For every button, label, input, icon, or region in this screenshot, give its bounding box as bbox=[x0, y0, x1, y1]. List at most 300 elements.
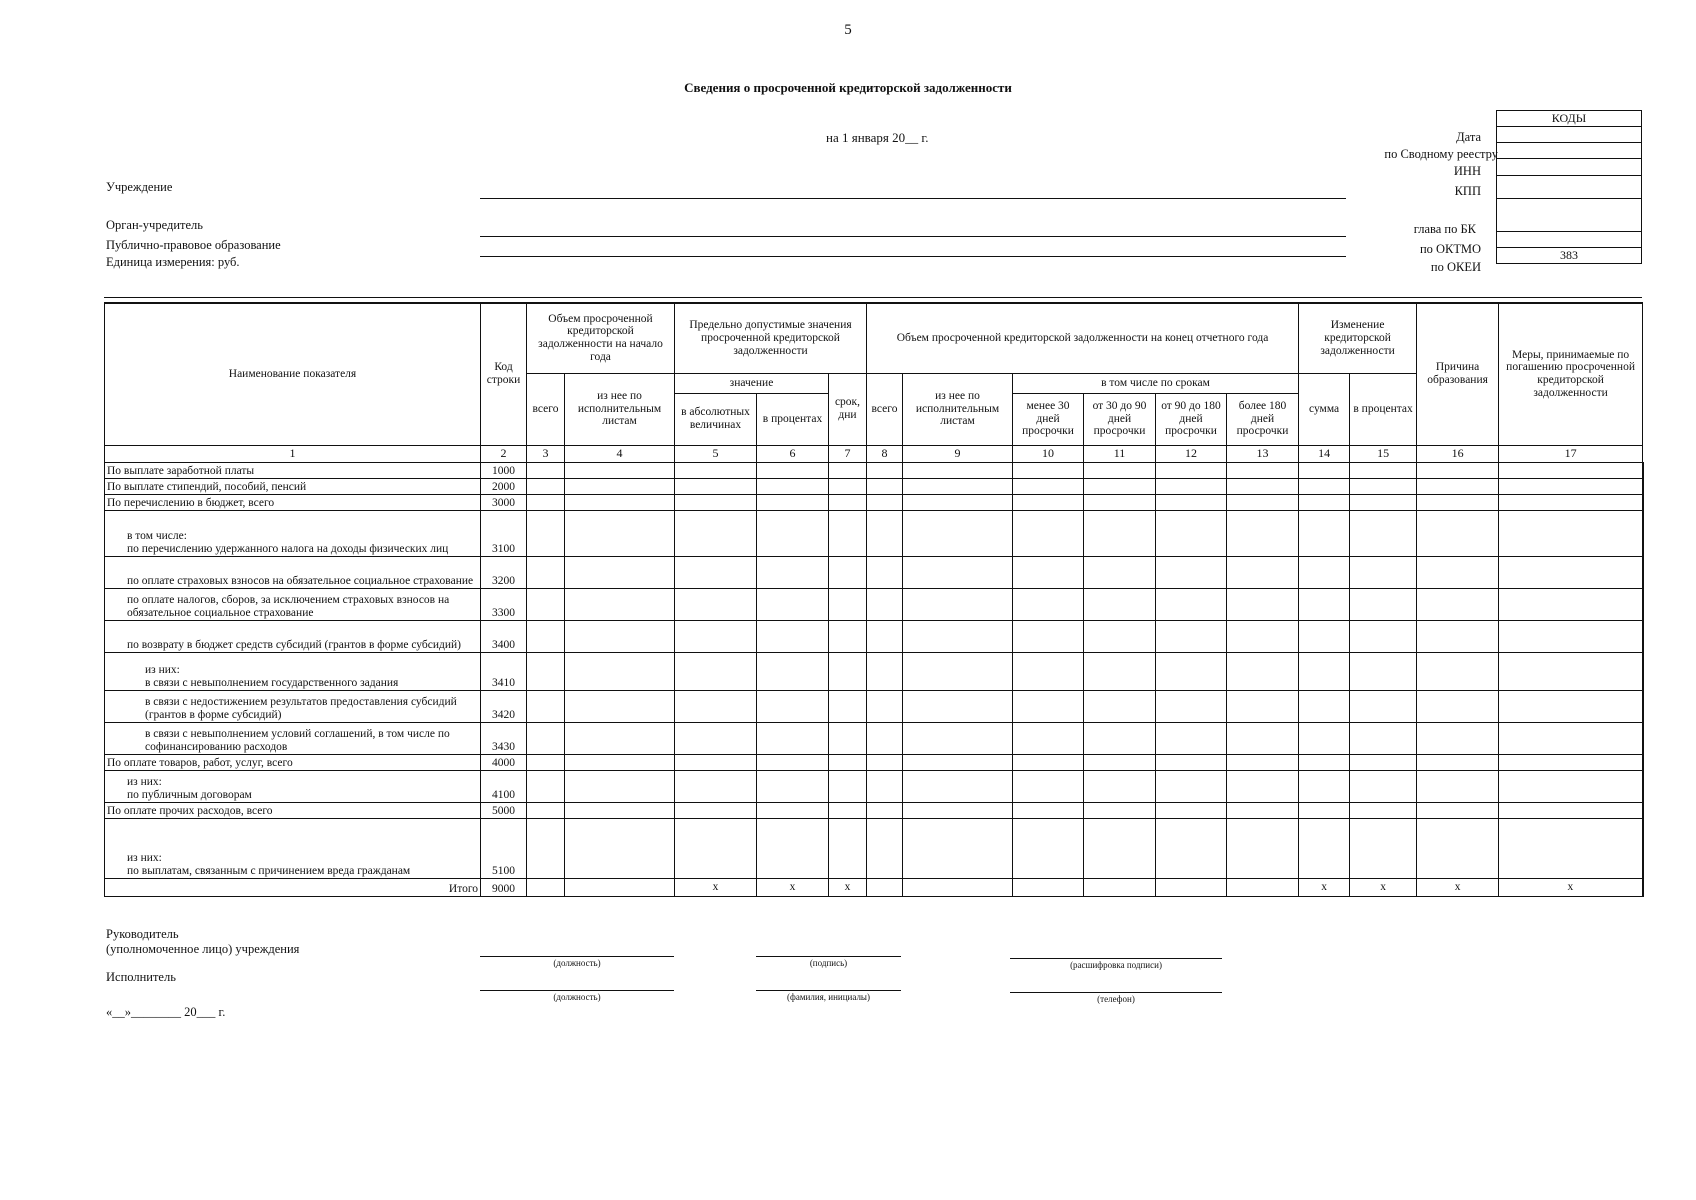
data-cell[interactable] bbox=[1417, 478, 1499, 494]
data-cell[interactable] bbox=[1499, 818, 1643, 878]
table-row bbox=[105, 754, 1643, 770]
data-cell[interactable] bbox=[1013, 556, 1084, 588]
col-begin-writs: из нее по исполнительным листам bbox=[565, 373, 675, 445]
column-number: 10 bbox=[1013, 445, 1084, 462]
data-cell[interactable] bbox=[565, 802, 675, 818]
data-cell[interactable] bbox=[1417, 818, 1499, 878]
col-group-change: Изменение кредиторской задолженности bbox=[1299, 303, 1417, 373]
data-cell[interactable] bbox=[1417, 588, 1499, 620]
column-number: 16 bbox=[1417, 445, 1499, 462]
table-row bbox=[105, 722, 1643, 754]
data-cell[interactable] bbox=[1013, 770, 1084, 802]
data-cell[interactable] bbox=[675, 556, 757, 588]
data-cell[interactable] bbox=[1084, 770, 1156, 802]
data-cell[interactable] bbox=[675, 620, 757, 652]
row-label: в том числе: по перечислению удержанного налога на доходы физических лиц bbox=[105, 510, 481, 556]
data-cell[interactable] bbox=[527, 620, 565, 652]
data-cell[interactable] bbox=[527, 478, 565, 494]
label-oktmo: по ОКТМО bbox=[1419, 242, 1481, 256]
data-cell[interactable] bbox=[1013, 510, 1084, 556]
data-cell[interactable] bbox=[903, 510, 1013, 556]
row-code: 5000 bbox=[481, 802, 527, 818]
data-cell[interactable] bbox=[757, 478, 829, 494]
data-cell[interactable] bbox=[757, 652, 829, 690]
data-cell[interactable] bbox=[1417, 690, 1499, 722]
head-signature-field[interactable] bbox=[756, 956, 901, 957]
data-cell[interactable] bbox=[675, 462, 757, 478]
table-row bbox=[105, 620, 1643, 652]
data-cell[interactable] bbox=[903, 462, 1013, 478]
data-cell[interactable] bbox=[757, 770, 829, 802]
data-cell[interactable] bbox=[829, 462, 867, 478]
data-cell[interactable] bbox=[1156, 588, 1227, 620]
data-cell[interactable] bbox=[1499, 462, 1643, 478]
data-cell[interactable] bbox=[867, 478, 903, 494]
data-cell[interactable] bbox=[565, 754, 675, 770]
data-cell[interactable] bbox=[1299, 494, 1350, 510]
data-cell[interactable] bbox=[903, 722, 1013, 754]
row-label: по оплате страховых взносов на обязательное социальное страхование bbox=[105, 556, 481, 588]
data-cell[interactable] bbox=[1299, 510, 1350, 556]
data-cell[interactable] bbox=[829, 556, 867, 588]
data-cell[interactable] bbox=[565, 478, 675, 494]
data-cell[interactable] bbox=[1156, 690, 1227, 722]
table-row bbox=[105, 878, 1643, 896]
row-label: По перечислению в бюджет, всего bbox=[105, 494, 481, 510]
data-cell[interactable] bbox=[1227, 690, 1299, 722]
data-cell[interactable] bbox=[527, 462, 565, 478]
data-cell[interactable] bbox=[527, 510, 565, 556]
col-header-reason: Причина образования bbox=[1417, 303, 1499, 445]
data-cell[interactable] bbox=[757, 494, 829, 510]
data-cell[interactable] bbox=[903, 690, 1013, 722]
col-group-begin: Объем просроченной кредиторской задолженности на начало года bbox=[527, 303, 675, 373]
row-code: 3000 bbox=[481, 494, 527, 510]
data-cell[interactable] bbox=[1013, 478, 1084, 494]
col-change-percent: в процентах bbox=[1350, 373, 1417, 445]
page-title: Сведения о просроченной кредиторской задолженности bbox=[684, 80, 1012, 95]
table-row bbox=[105, 556, 1643, 588]
data-cell[interactable] bbox=[1084, 588, 1156, 620]
data-cell[interactable] bbox=[1084, 652, 1156, 690]
data-cell[interactable] bbox=[1227, 802, 1299, 818]
codes-header: КОДЫ bbox=[1497, 111, 1642, 127]
data-cell[interactable] bbox=[565, 770, 675, 802]
data-cell[interactable] bbox=[527, 690, 565, 722]
data-cell[interactable] bbox=[1013, 652, 1084, 690]
data-cell[interactable] bbox=[675, 652, 757, 690]
data-cell[interactable] bbox=[903, 494, 1013, 510]
table-row bbox=[105, 818, 1643, 878]
data-cell[interactable] bbox=[903, 754, 1013, 770]
data-cell[interactable] bbox=[1156, 754, 1227, 770]
data-cell[interactable] bbox=[1013, 754, 1084, 770]
data-cell[interactable] bbox=[1299, 818, 1350, 878]
data-cell[interactable] bbox=[1156, 462, 1227, 478]
data-cell[interactable] bbox=[527, 588, 565, 620]
data-cell[interactable] bbox=[1227, 620, 1299, 652]
data-cell[interactable] bbox=[757, 722, 829, 754]
row-code: 3430 bbox=[481, 722, 527, 754]
data-cell[interactable] bbox=[1156, 494, 1227, 510]
data-cell[interactable] bbox=[1084, 556, 1156, 588]
data-cell[interactable] bbox=[757, 462, 829, 478]
data-cell[interactable] bbox=[1227, 878, 1299, 896]
row-label: из них: по публичным договорам bbox=[105, 770, 481, 802]
data-cell[interactable] bbox=[1299, 620, 1350, 652]
data-cell[interactable] bbox=[757, 588, 829, 620]
code-bk-field[interactable] bbox=[1497, 198, 1642, 231]
col-end-writs: из нее по исполнительным листам bbox=[903, 373, 1013, 445]
code-oktmo-field[interactable] bbox=[1497, 231, 1642, 247]
data-cell[interactable] bbox=[565, 722, 675, 754]
data-cell[interactable] bbox=[565, 556, 675, 588]
data-cell[interactable] bbox=[1013, 494, 1084, 510]
row-label: по оплате налогов, сборов, за исключением страховых взносов на обязательное социальное страхование bbox=[105, 588, 481, 620]
row-code: 5100 bbox=[481, 818, 527, 878]
head-position-field[interactable] bbox=[480, 956, 674, 957]
data-cell[interactable] bbox=[1013, 620, 1084, 652]
data-cell[interactable] bbox=[1013, 462, 1084, 478]
label-date: Дата bbox=[1456, 130, 1481, 144]
data-cell[interactable] bbox=[1417, 462, 1499, 478]
data-cell[interactable] bbox=[1299, 462, 1350, 478]
data-cell[interactable] bbox=[1227, 652, 1299, 690]
data-cell[interactable] bbox=[1299, 652, 1350, 690]
data-cell[interactable] bbox=[1350, 556, 1417, 588]
row-code: 3100 bbox=[481, 510, 527, 556]
col-term-90-180: от 90 до 180 дней просрочки bbox=[1156, 393, 1227, 445]
signature-date-line: «__»________ 20___ г. bbox=[106, 1005, 226, 1019]
data-cell[interactable] bbox=[565, 652, 675, 690]
data-cell[interactable] bbox=[1499, 722, 1643, 754]
data-cell[interactable] bbox=[1350, 722, 1417, 754]
col-change-sum: сумма bbox=[1299, 373, 1350, 445]
data-cell[interactable] bbox=[1417, 652, 1499, 690]
not-applicable-mark: x bbox=[829, 878, 867, 896]
row-label: из них: по выплатам, связанным с причинением вреда гражданам bbox=[105, 818, 481, 878]
data-cell[interactable] bbox=[1299, 556, 1350, 588]
col-end-total: всего bbox=[867, 373, 903, 445]
data-cell[interactable] bbox=[867, 770, 903, 802]
data-cell[interactable] bbox=[757, 510, 829, 556]
data-cell[interactable] bbox=[903, 620, 1013, 652]
data-cell[interactable] bbox=[867, 494, 903, 510]
data-cell[interactable] bbox=[1417, 722, 1499, 754]
data-cell[interactable] bbox=[757, 690, 829, 722]
data-cell[interactable] bbox=[1499, 478, 1643, 494]
data-cell[interactable] bbox=[867, 818, 903, 878]
data-cell[interactable] bbox=[1417, 556, 1499, 588]
data-cell[interactable] bbox=[1299, 802, 1350, 818]
data-cell[interactable] bbox=[829, 478, 867, 494]
table-row bbox=[105, 494, 1643, 510]
data-cell[interactable] bbox=[829, 802, 867, 818]
data-cell[interactable] bbox=[1227, 770, 1299, 802]
data-cell[interactable] bbox=[565, 588, 675, 620]
data-cell[interactable] bbox=[867, 462, 903, 478]
data-cell[interactable] bbox=[675, 722, 757, 754]
data-cell[interactable] bbox=[867, 620, 903, 652]
data-cell[interactable] bbox=[829, 588, 867, 620]
data-cell[interactable] bbox=[1084, 478, 1156, 494]
data-cell[interactable] bbox=[903, 802, 1013, 818]
head-decoding-caption: (расшифровка подписи) bbox=[1070, 960, 1162, 970]
data-cell[interactable] bbox=[527, 754, 565, 770]
data-cell[interactable] bbox=[903, 588, 1013, 620]
code-date-field[interactable] bbox=[1497, 127, 1642, 143]
founder-field[interactable] bbox=[480, 236, 1346, 237]
data-cell[interactable] bbox=[565, 494, 675, 510]
table-row bbox=[105, 770, 1643, 802]
data-cell[interactable] bbox=[1350, 652, 1417, 690]
data-cell[interactable] bbox=[1156, 802, 1227, 818]
code-inn-field[interactable] bbox=[1497, 159, 1642, 175]
data-cell[interactable] bbox=[1350, 620, 1417, 652]
row-code: 3420 bbox=[481, 690, 527, 722]
data-cell[interactable] bbox=[1227, 494, 1299, 510]
data-cell[interactable] bbox=[903, 652, 1013, 690]
data-cell[interactable] bbox=[1084, 690, 1156, 722]
data-cell[interactable] bbox=[867, 802, 903, 818]
col-header-measures: Меры, принимаемые по погашению просроченной кредиторской задолженности bbox=[1499, 303, 1643, 445]
table-row bbox=[105, 652, 1643, 690]
data-cell[interactable] bbox=[1084, 510, 1156, 556]
data-cell[interactable] bbox=[1084, 818, 1156, 878]
data-cell[interactable] bbox=[565, 462, 675, 478]
table-row bbox=[105, 462, 1643, 478]
data-cell[interactable] bbox=[1350, 770, 1417, 802]
table-row bbox=[105, 478, 1643, 494]
data-cell[interactable] bbox=[1227, 510, 1299, 556]
data-cell[interactable] bbox=[829, 620, 867, 652]
data-cell[interactable] bbox=[757, 818, 829, 878]
data-cell[interactable] bbox=[1156, 722, 1227, 754]
data-cell[interactable] bbox=[1013, 878, 1084, 896]
data-cell[interactable] bbox=[903, 770, 1013, 802]
data-cell[interactable] bbox=[903, 478, 1013, 494]
data-cell[interactable] bbox=[527, 722, 565, 754]
row-code: 3300 bbox=[481, 588, 527, 620]
data-cell[interactable] bbox=[675, 510, 757, 556]
row-code: 3400 bbox=[481, 620, 527, 652]
data-cell[interactable] bbox=[675, 494, 757, 510]
data-cell[interactable] bbox=[1156, 478, 1227, 494]
data-cell[interactable] bbox=[1350, 462, 1417, 478]
data-cell[interactable] bbox=[867, 722, 903, 754]
head-signature-label: Руководитель (уполномоченное лицо) учреждения bbox=[106, 927, 300, 956]
row-code: 4100 bbox=[481, 770, 527, 802]
data-cell[interactable] bbox=[829, 818, 867, 878]
data-cell[interactable] bbox=[1084, 494, 1156, 510]
data-cell[interactable] bbox=[1417, 620, 1499, 652]
data-cell[interactable] bbox=[829, 494, 867, 510]
column-number: 3 bbox=[527, 445, 565, 462]
data-cell[interactable] bbox=[867, 754, 903, 770]
data-cell[interactable] bbox=[527, 494, 565, 510]
data-cell[interactable] bbox=[1156, 818, 1227, 878]
data-cell[interactable] bbox=[1084, 722, 1156, 754]
data-cell[interactable] bbox=[1156, 556, 1227, 588]
data-cell[interactable] bbox=[867, 510, 903, 556]
executor-position-caption: (должность) bbox=[553, 992, 601, 1002]
data-cell[interactable] bbox=[675, 588, 757, 620]
data-cell[interactable] bbox=[1227, 588, 1299, 620]
data-cell[interactable] bbox=[1227, 462, 1299, 478]
data-cell[interactable] bbox=[1299, 690, 1350, 722]
data-cell[interactable] bbox=[903, 818, 1013, 878]
code-registry-field[interactable] bbox=[1497, 143, 1642, 159]
row-code: 3410 bbox=[481, 652, 527, 690]
data-cell[interactable] bbox=[1350, 818, 1417, 878]
data-cell[interactable] bbox=[1156, 652, 1227, 690]
data-cell[interactable] bbox=[1499, 494, 1643, 510]
data-cell[interactable] bbox=[1156, 510, 1227, 556]
data-cell[interactable] bbox=[867, 556, 903, 588]
data-cell[interactable] bbox=[675, 770, 757, 802]
col-header-name: Наименование показателя bbox=[105, 303, 481, 445]
column-number: 13 bbox=[1227, 445, 1299, 462]
column-number: 17 bbox=[1499, 445, 1643, 462]
data-cell[interactable] bbox=[565, 620, 675, 652]
data-cell[interactable] bbox=[867, 652, 903, 690]
data-cell[interactable] bbox=[1227, 556, 1299, 588]
data-cell[interactable] bbox=[1156, 878, 1227, 896]
data-cell[interactable] bbox=[757, 620, 829, 652]
data-cell[interactable] bbox=[1499, 754, 1643, 770]
data-cell[interactable] bbox=[1227, 754, 1299, 770]
data-cell[interactable] bbox=[1499, 620, 1643, 652]
header-divider bbox=[104, 297, 1642, 298]
data-cell[interactable] bbox=[1084, 754, 1156, 770]
executor-position-field[interactable] bbox=[480, 990, 674, 991]
data-cell[interactable] bbox=[1156, 770, 1227, 802]
data-cell[interactable] bbox=[675, 690, 757, 722]
data-cell[interactable] bbox=[1499, 588, 1643, 620]
not-applicable-mark: x bbox=[757, 878, 829, 896]
data-cell[interactable] bbox=[1156, 620, 1227, 652]
data-cell[interactable] bbox=[867, 690, 903, 722]
data-cell[interactable] bbox=[1299, 588, 1350, 620]
data-cell[interactable] bbox=[1417, 802, 1499, 818]
data-cell[interactable] bbox=[527, 652, 565, 690]
data-cell[interactable] bbox=[1084, 802, 1156, 818]
data-cell[interactable] bbox=[527, 802, 565, 818]
data-cell[interactable] bbox=[1350, 588, 1417, 620]
data-cell[interactable] bbox=[565, 690, 675, 722]
data-cell[interactable] bbox=[1350, 494, 1417, 510]
data-cell[interactable] bbox=[1499, 690, 1643, 722]
data-cell[interactable] bbox=[1299, 770, 1350, 802]
data-cell[interactable] bbox=[829, 652, 867, 690]
data-cell[interactable] bbox=[527, 818, 565, 878]
data-cell[interactable] bbox=[829, 722, 867, 754]
data-cell[interactable] bbox=[527, 878, 565, 896]
data-cell[interactable] bbox=[903, 556, 1013, 588]
data-cell[interactable] bbox=[1227, 478, 1299, 494]
data-cell[interactable] bbox=[829, 690, 867, 722]
row-label: в связи с недостижением результатов предоставления субсидий (грантов в форме субсидий) bbox=[105, 690, 481, 722]
unit-label: Единица измерения: руб. bbox=[106, 255, 240, 269]
data-cell[interactable] bbox=[1417, 494, 1499, 510]
table-row bbox=[105, 690, 1643, 722]
data-cell[interactable] bbox=[1013, 722, 1084, 754]
col-header-code: Код строки bbox=[481, 303, 527, 445]
data-cell[interactable] bbox=[1299, 754, 1350, 770]
not-applicable-mark: x bbox=[675, 878, 757, 896]
data-cell[interactable] bbox=[1084, 878, 1156, 896]
data-cell[interactable] bbox=[1499, 770, 1643, 802]
data-cell[interactable] bbox=[1417, 770, 1499, 802]
executor-phone-field[interactable] bbox=[1010, 992, 1222, 993]
label-kpp: КПП bbox=[1454, 184, 1481, 198]
data-cell[interactable] bbox=[1013, 588, 1084, 620]
executor-name-field[interactable] bbox=[756, 990, 901, 991]
data-cell[interactable] bbox=[1084, 620, 1156, 652]
column-number: 9 bbox=[903, 445, 1013, 462]
col-term-gt180: более 180 дней просрочки bbox=[1227, 393, 1299, 445]
column-number: 14 bbox=[1299, 445, 1350, 462]
data-cell[interactable] bbox=[1499, 652, 1643, 690]
column-number: 6 bbox=[757, 445, 829, 462]
data-cell[interactable] bbox=[1013, 802, 1084, 818]
data-cell[interactable] bbox=[1084, 462, 1156, 478]
data-cell[interactable] bbox=[829, 754, 867, 770]
head-signature-caption: (подпись) bbox=[809, 958, 848, 968]
code-kpp-field[interactable] bbox=[1497, 175, 1642, 198]
data-cell[interactable] bbox=[829, 510, 867, 556]
data-cell[interactable] bbox=[675, 478, 757, 494]
data-cell[interactable] bbox=[1227, 818, 1299, 878]
data-cell[interactable] bbox=[1013, 818, 1084, 878]
data-cell[interactable] bbox=[1417, 510, 1499, 556]
row-code: 9000 bbox=[481, 878, 527, 896]
data-cell[interactable] bbox=[1499, 556, 1643, 588]
head-decoding-field[interactable] bbox=[1010, 958, 1222, 959]
data-cell[interactable] bbox=[1350, 802, 1417, 818]
data-cell[interactable] bbox=[1350, 478, 1417, 494]
data-cell[interactable] bbox=[565, 510, 675, 556]
data-cell[interactable] bbox=[1417, 754, 1499, 770]
data-cell[interactable] bbox=[757, 556, 829, 588]
data-cell[interactable] bbox=[527, 770, 565, 802]
data-cell[interactable] bbox=[527, 556, 565, 588]
data-cell[interactable] bbox=[867, 588, 903, 620]
column-number: 1 bbox=[105, 445, 481, 462]
data-cell[interactable] bbox=[1350, 510, 1417, 556]
data-cell[interactable] bbox=[829, 770, 867, 802]
data-cell[interactable] bbox=[1299, 478, 1350, 494]
data-cell[interactable] bbox=[675, 802, 757, 818]
public-entity-field[interactable] bbox=[480, 256, 1346, 257]
data-cell[interactable] bbox=[1299, 722, 1350, 754]
data-cell[interactable] bbox=[675, 818, 757, 878]
data-cell[interactable] bbox=[675, 754, 757, 770]
data-cell[interactable] bbox=[1350, 690, 1417, 722]
data-cell[interactable] bbox=[1227, 722, 1299, 754]
data-cell[interactable] bbox=[565, 818, 675, 878]
institution-field[interactable] bbox=[480, 198, 1346, 199]
data-cell[interactable] bbox=[1499, 802, 1643, 818]
data-cell[interactable] bbox=[867, 878, 903, 896]
data-cell[interactable] bbox=[903, 878, 1013, 896]
data-cell[interactable] bbox=[1499, 510, 1643, 556]
data-cell[interactable] bbox=[1350, 754, 1417, 770]
data-cell[interactable] bbox=[1013, 690, 1084, 722]
data-cell[interactable] bbox=[757, 754, 829, 770]
data-cell[interactable] bbox=[757, 802, 829, 818]
data-cell[interactable] bbox=[565, 878, 675, 896]
